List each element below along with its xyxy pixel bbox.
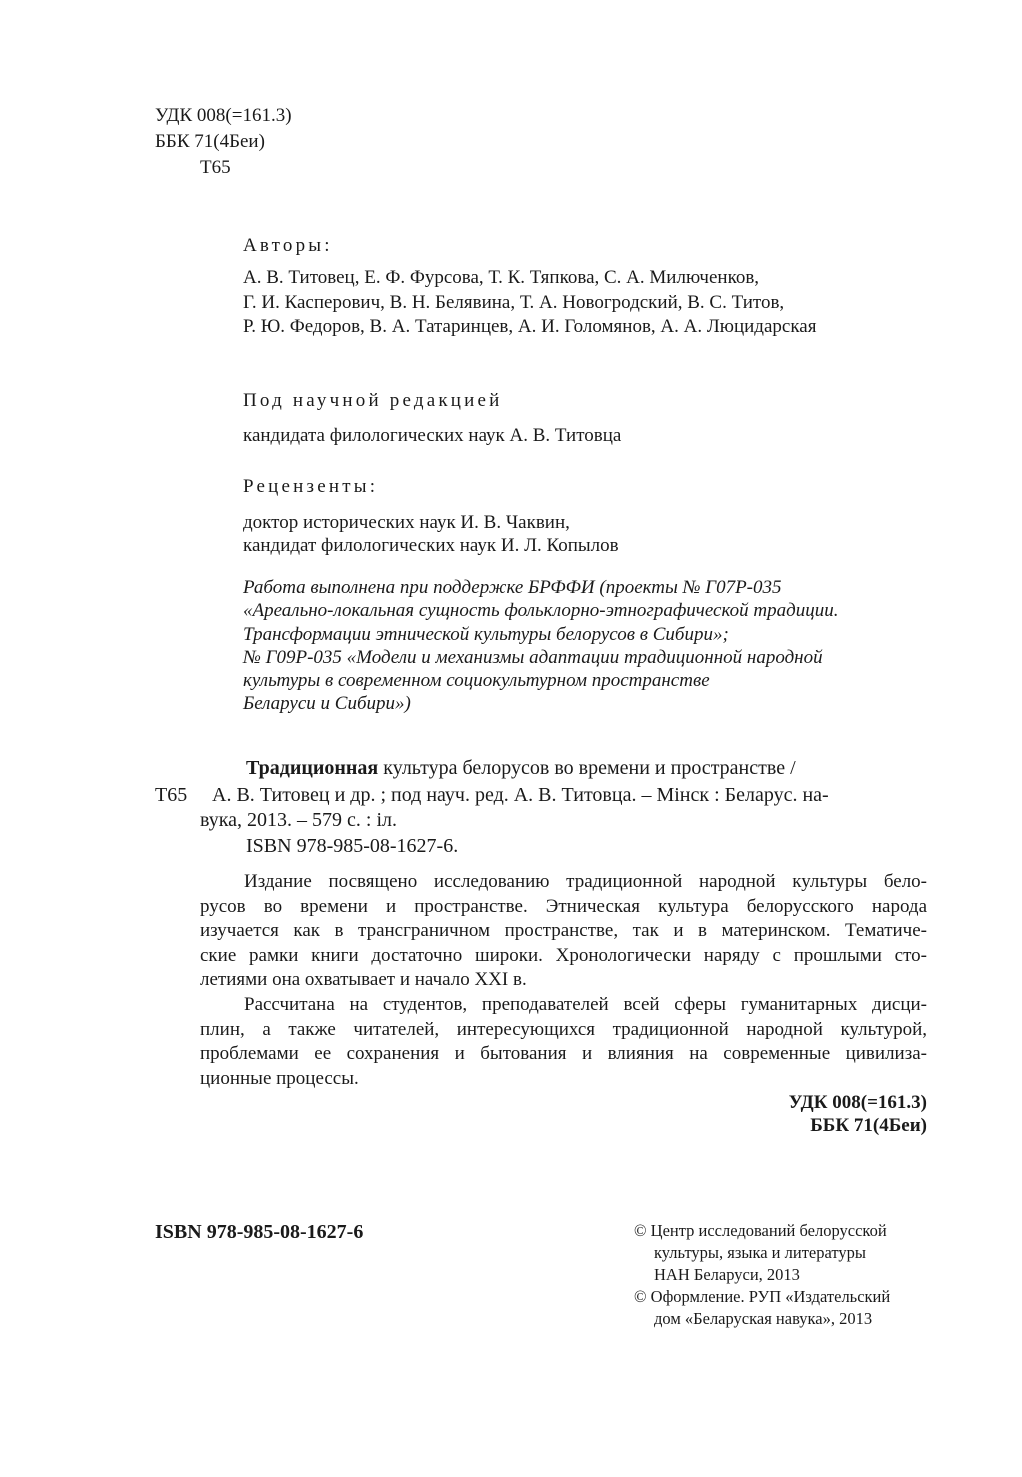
editor-line: кандидата филологических наук А. В. Титовца — [243, 425, 622, 446]
biblio-title-line — [246, 755, 796, 781]
authors-line: Г. И. Касперович, В. Н. Белявина, Т. А. Новогродский, В. С. Титов, — [243, 292, 785, 313]
reviewer-line: кандидат филологических наук И. Л. Копылов — [243, 535, 619, 556]
biblio-title-bold: Традиционная — [246, 757, 379, 779]
copyright-line: дом «Беларуская навука», 2013 — [654, 1309, 873, 1328]
biblio-line: А. В. Титовец и др. ; под науч. ред. А. В. Титовца. – Мінск : Беларус. на- — [212, 784, 829, 806]
biblio-isbn: ISBN 978-985-08-1627-6. — [246, 835, 459, 857]
annotation-line: ские рамки книги достаточно широки. Хронологически наряду с прошлыми сто- — [200, 944, 927, 966]
author-mark: Т65 — [200, 157, 231, 178]
annotation-line: проблемами ее сохранения и бытования и влияния на современные цивилиза- — [200, 1043, 927, 1064]
annotation-line: изучается как в трансграничном пространстве, так и в материнском. Тематиче- — [200, 920, 927, 941]
biblio-line: вука, 2013. – 579 с. : іл. — [200, 809, 398, 831]
copyright-line: культуры, языка и литературы — [654, 1243, 866, 1262]
support-line: № Г09Р-035 «Модели и механизмы адаптации традиционной народной — [243, 647, 823, 668]
bbk-code-bottom: ББК 71(4Беи) — [810, 1115, 927, 1136]
copyright-line: © Центр исследований белорусской — [634, 1221, 887, 1240]
support-line: Работа выполнена при поддержке БРФФИ (проекты № Г07Р-035 — [243, 577, 782, 598]
reviewer-line: доктор исторических наук И. В. Чаквин, — [243, 512, 570, 533]
copyright-line: НАН Беларуси, 2013 — [654, 1265, 800, 1284]
annotation-line: ционные процессы. — [200, 1067, 359, 1089]
editor-label: Под научной редакцией — [243, 390, 503, 411]
biblio-code: Т65 — [155, 784, 188, 806]
authors-line: А. В. Титовец, Е. Ф. Фурсова, Т. К. Тяпкова, С. А. Милюченков, — [243, 267, 760, 288]
authors-line: Р. Ю. Федоров, В. А. Татаринцев, А. И. Голомянов, А. А. Люцидарская — [243, 316, 817, 337]
copyright-line: © Оформление. РУП «Издательский — [634, 1287, 891, 1306]
annotation-paragraph-2 — [200, 993, 927, 1091]
reviewers-label: Рецензенты: — [243, 476, 379, 497]
annotation-line: Рассчитана на студентов, преподавателей всей сферы гуманитарных дисци- — [244, 994, 927, 1015]
support-line: «Ареально-локальная сущность фольклорно-этнографической традиции. — [243, 600, 839, 621]
bbk-code: ББК 71(4Беи) — [155, 131, 265, 152]
annotation-paragraph-1 — [200, 870, 927, 993]
annotation-line: плин, а также читателей, интересующихся традиционной народной культурой, — [200, 1018, 927, 1040]
biblio-title-rest: культура белорусов во времени и пространстве / — [383, 757, 796, 779]
annotation-line: Издание посвящено исследованию традиционной народной культуры бело- — [244, 871, 927, 892]
isbn-bottom: ISBN 978-985-08-1627-6 — [155, 1221, 364, 1243]
annotation-line: русов во времени и пространстве. Этническая культура белорусского народа — [200, 895, 927, 917]
authors-label: Авторы: — [243, 235, 333, 256]
support-line: Беларуси и Сибири») — [243, 693, 411, 714]
udk-code-bottom: УДК 008(=161.3) — [788, 1092, 927, 1113]
support-line: культуры в современном социокультурном пространстве — [243, 670, 710, 691]
support-line: Трансформации этнической культуры белорусов в Сибири»; — [243, 624, 729, 645]
annotation-line: летиями она охватывает и начало XXI в. — [200, 969, 527, 990]
udk-code: УДК 008(=161.3) — [155, 105, 292, 126]
